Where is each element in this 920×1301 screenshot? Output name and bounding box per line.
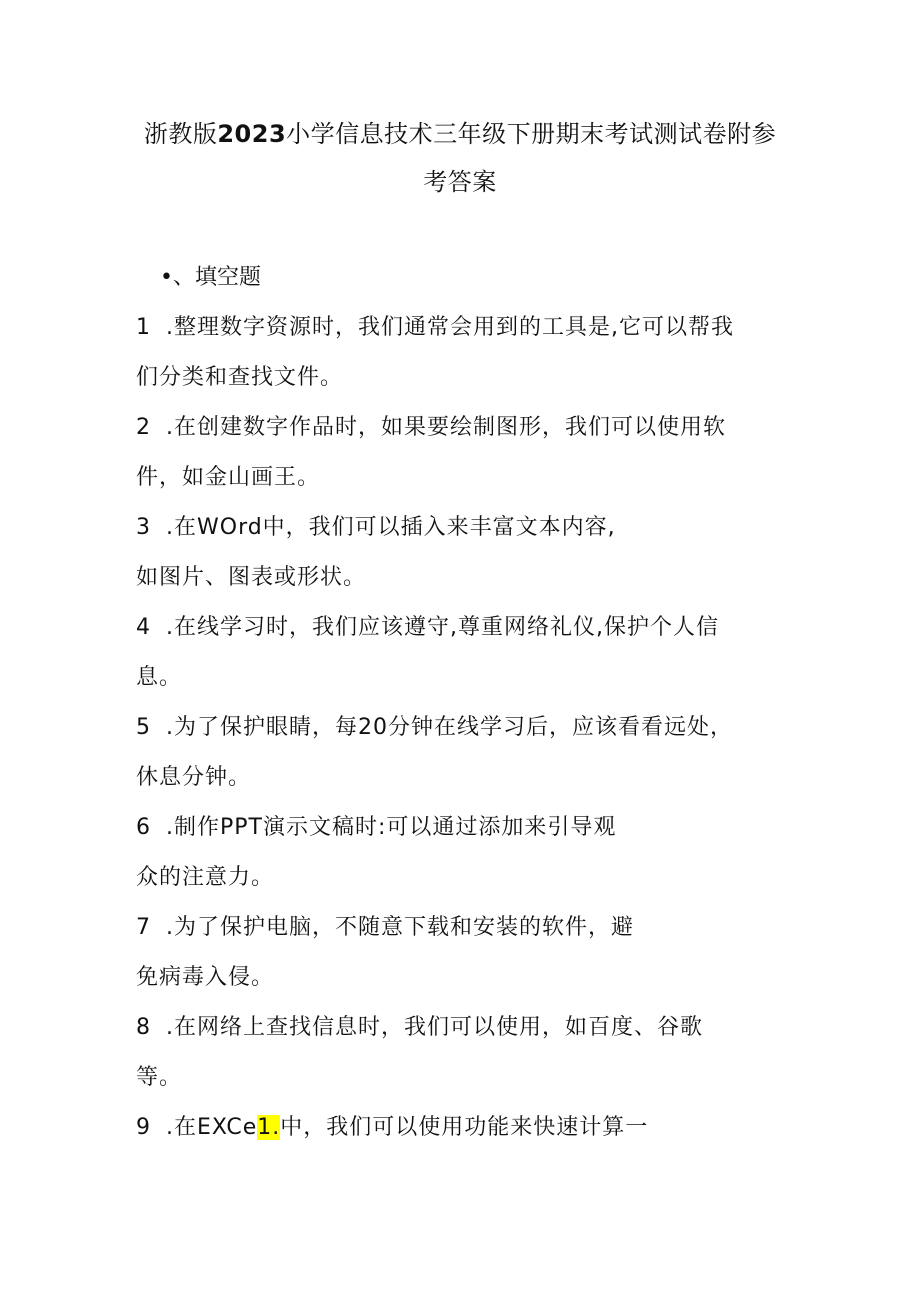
title-year: 2023 xyxy=(217,120,287,148)
title-line-1 xyxy=(100,110,820,158)
question-6-line-2: 众的注意力。 xyxy=(136,865,275,890)
question-1-line-1 xyxy=(136,312,734,344)
title-prefix: 浙教版 xyxy=(143,120,218,148)
question-text: 中，我们可以使用功能来快速计算一 xyxy=(280,1115,649,1140)
question-number: 6 xyxy=(136,815,151,840)
question-number: 4 xyxy=(136,615,151,640)
question-2-line-2: 件，如金山画王。 xyxy=(136,465,321,490)
question-number: 7 xyxy=(136,915,151,940)
question-text: .整理数字资源时，我们通常会用到的工具是,它可以帮我 xyxy=(166,315,734,340)
document-title xyxy=(100,110,820,206)
question-9-line-1 xyxy=(136,1112,648,1144)
question-number: 8 xyxy=(136,1015,151,1040)
question-8-line-2: 等。 xyxy=(136,1065,183,1090)
question-5-line-1 xyxy=(136,712,733,744)
question-3-line-1 xyxy=(136,512,616,544)
title-line-2: 考答案 xyxy=(423,168,497,196)
question-number: 9 xyxy=(136,1115,151,1140)
highlighted-text: 1. xyxy=(257,1115,281,1140)
title-suffix: 小学信息技术三年级下册期末考试测试卷附参 xyxy=(286,120,777,148)
question-text: .制作PPT演示文稿时:可以通过添加来引导观 xyxy=(166,815,617,840)
question-7-line-1 xyxy=(136,912,634,944)
question-8-line-1 xyxy=(136,1012,703,1044)
question-number: 5 xyxy=(136,715,151,740)
question-number: 3 xyxy=(136,515,151,540)
question-text: .在创建数字作品时，如果要绘制图形，我们可以使用软 xyxy=(166,415,726,440)
question-4-line-2: 息。 xyxy=(136,665,183,690)
question-4-line-1 xyxy=(136,612,719,644)
question-text: .为了保护眼睛，每20分钟在线学习后，应该看看远处， xyxy=(166,715,733,740)
question-number: 2 xyxy=(136,415,151,440)
question-7-line-2: 免病毒入侵。 xyxy=(136,965,275,990)
question-3-line-2: 如图片、图表或形状。 xyxy=(136,565,367,590)
question-number: 1 xyxy=(136,315,151,340)
question-1-line-2: 们分类和查找文件。 xyxy=(136,365,344,390)
question-2-line-1 xyxy=(136,412,726,444)
question-text: .在EXCe xyxy=(166,1115,258,1140)
question-text: .为了保护电脑，不随意下载和安装的软件，避 xyxy=(166,915,634,940)
question-text: .在网络上查找信息时，我们可以使用，如百度、谷歌 xyxy=(166,1015,703,1040)
section-heading: •、填空题 xyxy=(160,265,261,290)
question-6-line-1 xyxy=(136,812,616,844)
question-5-line-2: 休息分钟。 xyxy=(136,765,252,790)
question-text: .在线学习时，我们应该遵守,尊重网络礼仪,保护个人信 xyxy=(166,615,719,640)
question-text: .在WOrd中，我们可以插入来丰富文本内容, xyxy=(166,515,616,540)
